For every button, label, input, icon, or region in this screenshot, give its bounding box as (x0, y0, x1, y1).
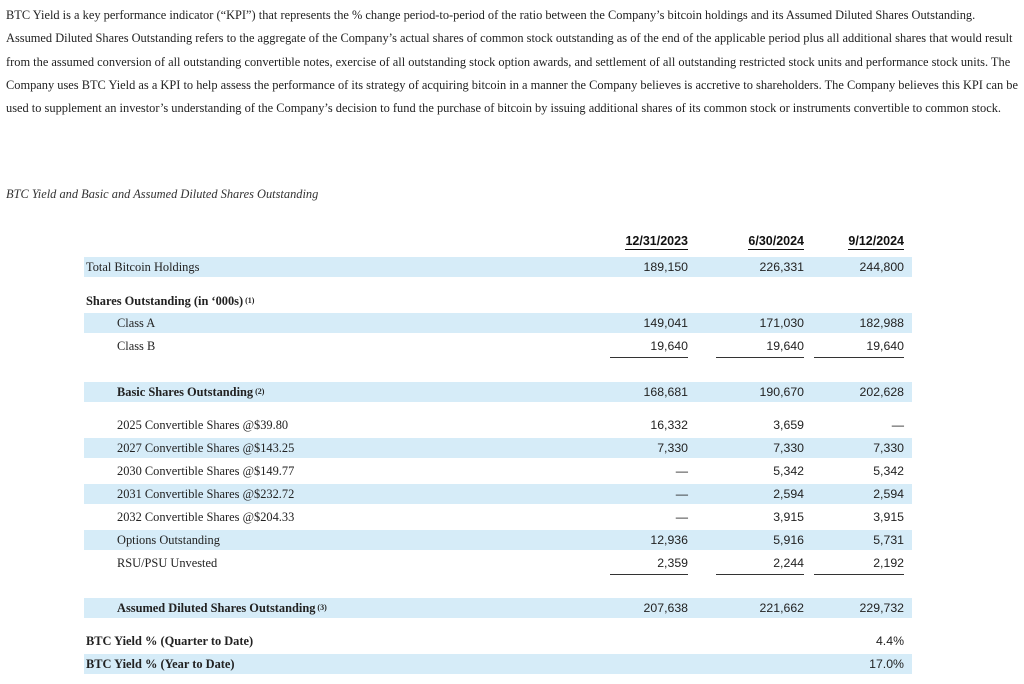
row-conv-2027 (84, 438, 912, 458)
cell-value: 171,030 (759, 316, 804, 330)
row-class-a (84, 313, 912, 333)
cell-value: 2,594 (773, 487, 804, 501)
row-conv-2025 (84, 415, 912, 435)
row-btc-yield-qtd (84, 631, 912, 651)
subtotal-underline (814, 357, 904, 358)
cell-value: 19,640 (650, 339, 688, 353)
cell-value: — (675, 487, 688, 501)
cell-value: 5,916 (773, 533, 804, 547)
cell-value: 244,800 (859, 260, 904, 274)
cell-value: — (675, 464, 688, 478)
cell-value: 226,331 (759, 260, 804, 274)
row-label: 2031 Convertible Shares @$232.72 (117, 487, 295, 501)
row-label: Class A (117, 316, 156, 330)
cell-value: 7,330 (657, 441, 688, 455)
cell-value: 7,330 (773, 441, 804, 455)
cell-value: — (891, 418, 904, 432)
row-conv-2030 (84, 461, 912, 481)
row-label: 2030 Convertible Shares @$149.77 (117, 464, 295, 478)
row-rsu (84, 553, 912, 573)
row-label: Basic Shares Outstanding $^{(2)}$ (117, 385, 265, 399)
row-label: Class B (117, 339, 156, 353)
subtotal-underline (716, 357, 804, 358)
row-label: 2027 Convertible Shares @$143.25 (117, 441, 295, 455)
footnote-marker: (1) (245, 296, 255, 305)
cell-value: 12,936 (650, 533, 688, 547)
row-label: Shares Outstanding (in ‘000s) $^{(1)}$ (86, 294, 255, 308)
row-label: BTC Yield % (Quarter to Date) (86, 634, 254, 648)
subtotal-underline (610, 357, 688, 358)
row-conv-2031 (84, 484, 912, 504)
row-conv-2032 (84, 507, 912, 527)
cell-value: 221,662 (759, 601, 804, 615)
row-shares-header (84, 291, 912, 311)
column-header-3: 9/12/2024 (848, 234, 904, 248)
cell-value: 19,640 (866, 339, 904, 353)
cell-value: 202,628 (859, 385, 904, 399)
cell-value: 168,681 (643, 385, 688, 399)
cell-value: 5,342 (873, 464, 904, 478)
footnote-marker: (2) (255, 387, 265, 396)
cell-value: 190,670 (759, 385, 804, 399)
subtotal-underline (814, 574, 904, 575)
subtotal-underline (716, 574, 804, 575)
cell-value: 2,192 (873, 556, 904, 570)
cell-value: 229,732 (859, 601, 904, 615)
cell-value: 2,359 (657, 556, 688, 570)
table-title: BTC Yield and Basic and Assumed Diluted Shares Outstanding (6, 187, 319, 201)
cell-value: 2,594 (873, 487, 904, 501)
row-label: 2032 Convertible Shares @$204.33 (117, 510, 295, 524)
cell-value: 3,915 (873, 510, 904, 524)
intro-paragraph: BTC Yield is a key performance indicator (“KPI”) that represents the % change period-to-period of the ratio between the Company’s bitcoin holdings and its Assumed Diluted Shares Outstanding. Assumed Diluted Shares Outstanding refers to the aggregate of the Company’s actual shares of common stock outstanding as of the end of the applicable period plus all additional shares that would result from the assumed conversion of all outstanding convertible notes, exercise of all outstanding stock option awards, and settlement of all outstanding restricted stock units and performance stock units. The Company uses BTC Yield as a KPI to help assess the performance of its strategy of acquiring bitcoin in a manner the Company believes is accretive to shareholders. The Company believes this KPI can be used to supplement an investor’s understanding of the Company’s decision to fund the purchase of bitcoin by issuing additional shares of its common stock or instruments convertible to common stock. (6, 8, 1018, 116)
row-label: RSU/PSU Unvested (117, 556, 218, 570)
cell-value: 17.0% (869, 657, 904, 671)
cell-value: 207,638 (643, 601, 688, 615)
row-assumed-diluted (84, 598, 912, 618)
subtotal-underline (610, 574, 688, 575)
cell-value: 149,041 (643, 316, 688, 330)
row-basic-shares (84, 382, 912, 402)
cell-value: 2,244 (773, 556, 804, 570)
cell-value: 7,330 (873, 441, 904, 455)
cell-value: 182,988 (859, 316, 904, 330)
cell-value: 16,332 (650, 418, 688, 432)
row-label: 2025 Convertible Shares @$39.80 (117, 418, 289, 432)
cell-value: 5,731 (873, 533, 904, 547)
footnote-marker: (3) (317, 603, 327, 612)
cell-value: 4.4% (875, 634, 904, 648)
row-total-bitcoin (84, 257, 912, 277)
cell-value: 3,659 (773, 418, 804, 432)
row-class-b (84, 336, 912, 356)
row-options (84, 530, 912, 550)
row-label: Options Outstanding (117, 533, 220, 547)
cell-value: 189,150 (643, 260, 688, 274)
row-btc-yield-ytd (84, 654, 912, 674)
row-label: Assumed Diluted Shares Outstanding $^{(3)}$ (117, 601, 327, 615)
cell-value: 3,915 (773, 510, 804, 524)
column-header-1: 12/31/2023 (625, 234, 688, 248)
cell-value: 19,640 (766, 339, 804, 353)
column-header-2: 6/30/2024 (748, 234, 804, 248)
row-label: Total Bitcoin Holdings (86, 260, 200, 274)
row-label: BTC Yield % (Year to Date) (86, 657, 235, 671)
cell-value: — (675, 510, 688, 524)
cell-value: 5,342 (773, 464, 804, 478)
